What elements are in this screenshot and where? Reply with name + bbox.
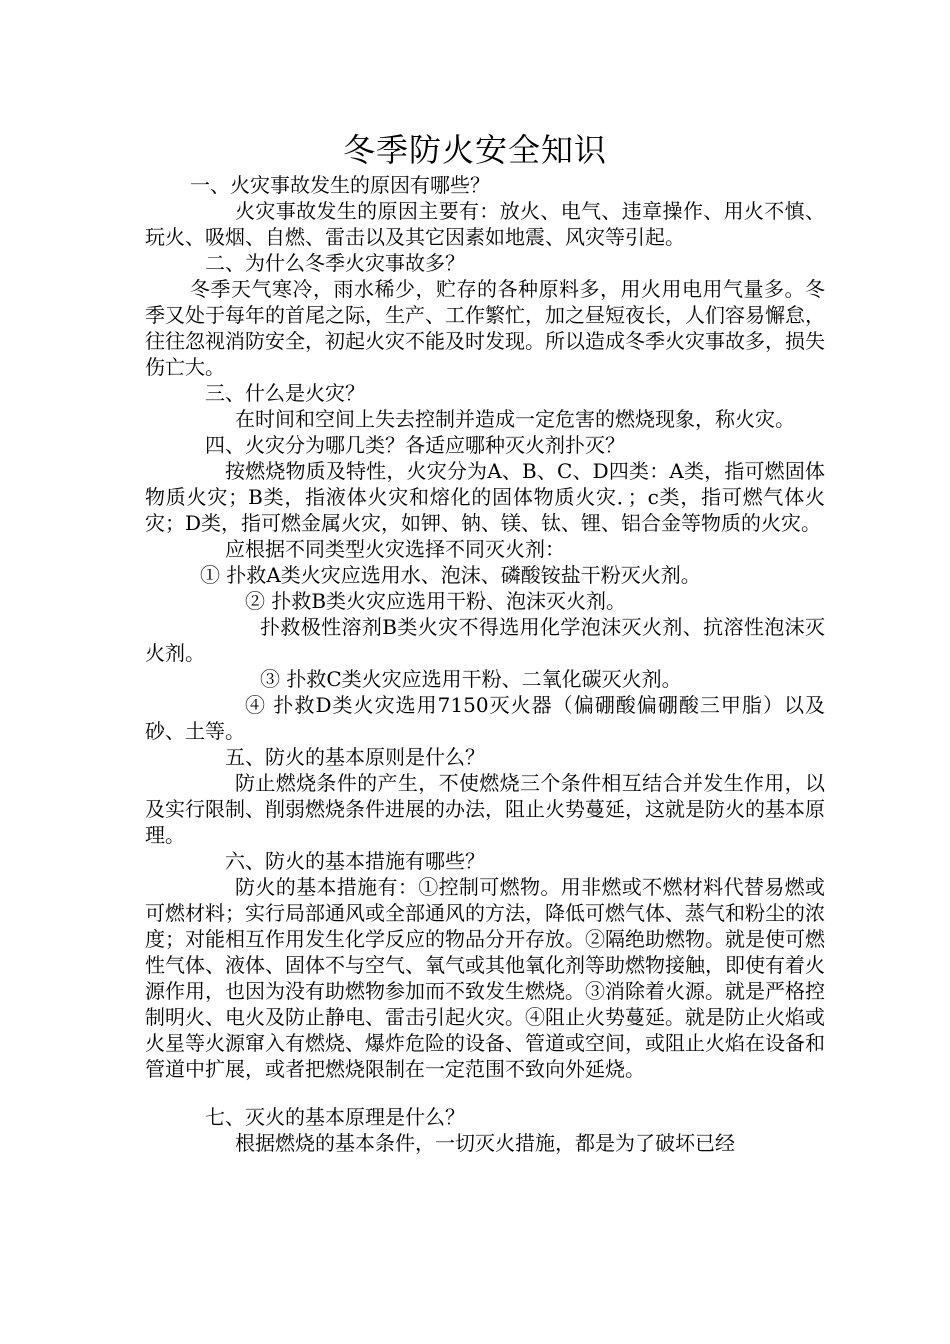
- section-heading: 二、为什么冬季火灾事故多？: [205, 251, 465, 275]
- section-heading: 五、防火的基本原则是什么？: [225, 745, 485, 769]
- paragraph: 冬季天气寒冷，雨水稀少，贮存的各种原料多，用火用电用气量多。冬季又处于每年的首尾之际，生产、工作繁忙，加之昼短夜长，人们容易懈怠，往往忽视消防安全，初起火灾不能及时发现。所以造成冬季火灾事故多，损失伤亡大。: [145, 277, 825, 379]
- paragraph: 防止燃烧条件的产生，不使燃烧三个条件相互结合并发生作用，以及实行限制、削弱燃烧条件进展的办法，阻止火势蔓延，这就是防火的基本原理。: [145, 771, 825, 847]
- list-item: ② 扑救B类火灾应选用干粉、泡沫灭火剂。: [245, 589, 627, 613]
- paragraph: 防火的基本措施有：①控制可燃物。用非燃或不燃材料代替易燃或可燃材料；实行局部通风或全部通风的方法，降低可燃气体、蒸气和粉尘的浓度；对能相互作用发生化学反应的物品分开存放。②隔绝助燃物。就是使可燃性气体、液体、固体不与空气、氧气或其他氧化剂等助燃物接触，即使有着火源作用，也因为没有助燃物参加而不致发生燃烧。③消除着火源。就是严格控制明火、电火及防止静电、雷击引起火灾。④阻止火势蔓延。就是防止火焰或火星等火源窜入有燃烧、爆炸危险的设备、管道或空间，或阻止火焰在设备和管道中扩展，或者把燃烧限制在一定范围不致向外延烧。: [145, 875, 825, 1081]
- paragraph: 扑救极性溶剂B类火灾不得选用化学泡沫灭火剂、抗溶性泡沫灭火剂。: [145, 615, 825, 665]
- section-heading: 三、什么是火灾？: [205, 381, 365, 405]
- list-item: ④ 扑救D类火灾选用7150灭火器（偏硼酸偏硼酸三甲脂）以及砂、土等。: [145, 693, 825, 743]
- paragraph: 在时间和空间上失去控制并造成一定危害的燃烧现象，称火灾。: [235, 407, 795, 431]
- section-heading: 七、灭火的基本原理是什么？: [205, 1105, 465, 1129]
- page-title: 冬季防火安全知识: [342, 131, 607, 169]
- section-heading: 一、火灾事故发生的原因有哪些？: [190, 173, 490, 197]
- section-heading: 六、防火的基本措施有哪些？: [225, 849, 485, 873]
- paragraph: 根据燃烧的基本条件，一切灭火措施，都是为了破坏已经: [235, 1131, 735, 1155]
- document-body: [145, 172, 825, 1156]
- paragraph: 火灾事故发生的原因主要有：放火、电气、违章操作、用火不慎、玩火、吸烟、自燃、雷击以及其它因素如地震、风灾等引起。: [145, 199, 825, 249]
- paragraph: 按燃烧物质及特性，火灾分为A、B、C、D四类：A类，指可燃固体物质火灾；B类，指液体火灾和熔化的固体物质火灾．；c类，指可燃气体火灾；D类，指可燃金属火灾，如钾、钠、镁、钛、锂、铝合金等物质的火灾。: [145, 459, 825, 535]
- section-heading: 四、火灾分为哪几类？各适应哪种灭火剂扑灭？: [205, 433, 625, 457]
- list-item: ③ 扑救C类火灾应选用干粉、二氧化碳灭火剂。: [260, 667, 682, 691]
- paragraph: 应根据不同类型火灾选择不同灭火剂：: [225, 537, 565, 561]
- list-item: ① 扑救A类火灾应选用水、泡沫、磷酸铵盐干粉灭火剂。: [200, 563, 701, 587]
